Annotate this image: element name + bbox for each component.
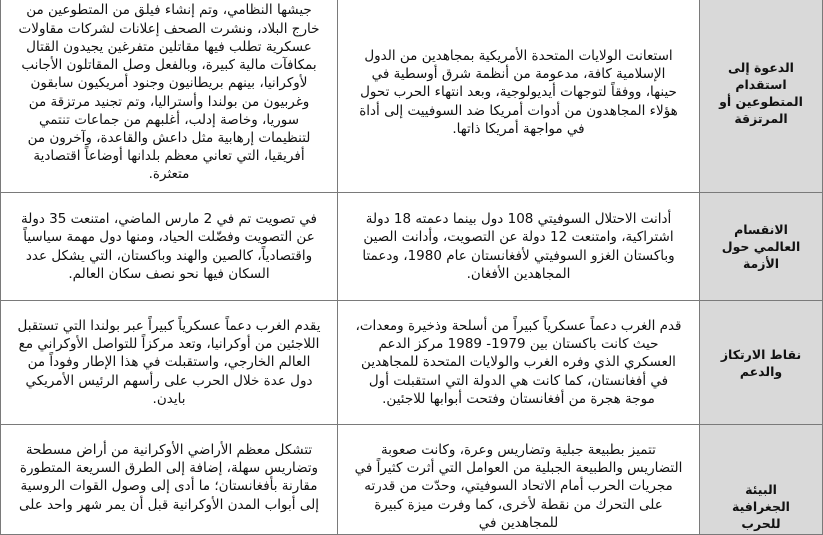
table-row — [1, 0, 823, 193]
afghanistan-cell: استعانت الولايات المتحدة الأمريكية بمجاهدين من الدول الإسلامية كافة، مدعومة من أنظمة شرق أوسطية في حينها، ووفقاً لتوجهات أيديولوجية، وبعد انتهاء الحرب تحول هؤلاء المجاهدون من أدوات أمريكا ضد السوفييت إلى أداة في مواجهة أمريكا ذاتها. — [338, 0, 700, 193]
row-heading: البيئة الجغرافية للحرب — [700, 425, 823, 535]
afghanistan-cell: قدم الغرب دعماً عسكرياً كبيراً من أسلحة وذخيرة ومعدات، حيث كانت باكستان بين 1979- 1989 مركز الدعم العسكري الذي وفره الغرب والولايات المتحدة للمجاهدين في أفغانستان، كما كانت هي الدولة التي استقبلت أول موجة هجرة من أفغانستان وفتحت أبوابها للاجئين. — [338, 301, 700, 425]
table-row — [1, 193, 823, 301]
ukraine-cell: جيشها النظامي، وتم إنشاء فيلق من المتطوعين من خارج البلاد، ونشرت الصحف إعلانات لشركات مقاولات عسكرية تطلب فيها مقاتلين متفرغين يجيدون القتال بمكافآت مالية كبيرة، وبالفعل وصل المقاتلون الأجانب لأوكرانيا، بينهم بريطانيون وجنود أمريكيون سابقون وغربيون من بولندا وأستراليا، وتم تجنيد مرتزقة من سوريا، وخاصة إدلب، أغلبهم من جماعات تنتمي لتنظيمات إرهابية مثل داعش والقاعدة، وآخرون من أفريقيا، التي تعاني معظم بلدانها أوضاعاً اقتصادية متعثرة. — [1, 0, 338, 193]
row-heading: نقاط الارتكاز والدعم — [700, 301, 823, 425]
afghanistan-cell: تتميز بطبيعة جبلية وتضاريس وعرة، وكانت صعوبة التضاريس والطبيعة الجبلية من العوامل التي أثرت كثيراً في مجريات الحرب أمام الاتحاد السوفيتي، وحدّت من قدرته على التحرك من نقطة لأخرى، كما وفرت ميزة كبيرة للمجاهدين في — [338, 425, 700, 535]
row-heading: الانقسام العالمي حول الأزمة — [700, 193, 823, 301]
row-heading: الدعوة إلى استقدام المتطوعين أو المرتزقة — [700, 0, 823, 193]
ukraine-cell: في تصويت تم في 2 مارس الماضي، امتنعت 35 دولة عن التصويت وفضّلت الحياد، ومنها دول مهمة سياسياً واقتصادياً، كالصين والهند وباكستان، التي يشكل عدد السكان فيها نحو نصف سكان العالم. — [1, 193, 338, 301]
ukraine-cell: يقدم الغرب دعماً عسكرياً كبيراً عبر بولندا التي تستقبل اللاجئين من أوكرانيا، وتعد مركزاً للتواصل الأوكراني مع العالم الخارجي، واستقبلت في هذا الإطار وفوداً من دول عدة خلال الحرب على رأسهم الرئيس الأمريكي بايدن. — [1, 301, 338, 425]
afghanistan-cell: أدانت الاحتلال السوفيتي 108 دول بينما دعمته 18 دولة اشتراكية، وامتنعت 12 دولة عن التصويت، وأدانت الصين وباكستان الغزو السوفيتي لأفغانستان عام 1980، ودعمتا المجاهدين الأفغان. — [338, 193, 700, 301]
table-row — [1, 425, 823, 535]
ukraine-cell: تتشكل معظم الأراضي الأوكرانية من أراض مسطحة وتضاريس سهلة، إضافة إلى الطرق السريعة المتطورة مقارنة بأفغانستان؛ ما أدى إلى وصول القوات الروسية إلى أبواب المدن الأوكرانية قبل أن يمر شهر واحد على — [1, 425, 338, 535]
table-row — [1, 301, 823, 425]
